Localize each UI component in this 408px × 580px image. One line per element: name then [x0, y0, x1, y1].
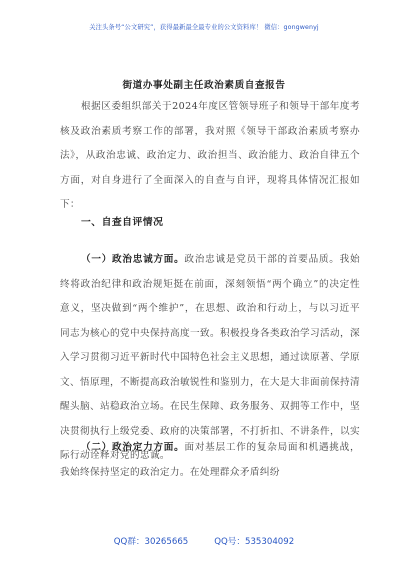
- document-title: 街道办事处副主任政治素质自查报告: [122, 80, 286, 91]
- footer-qq-number: QQ号：535304092: [214, 537, 295, 547]
- subsection-body-political-loyalty: 政治忠诚是党员干部的首要品质。我始终将政治纪律和政治规矩挺在前面，深刻领悟“两个确立”的决定性意义，坚决做到“两个维护”，在思想、政治和行动上，与以习近平同志为核心的党中央保持高度一致。积极投身各类政治学习活动，深入学习贯彻习近平新时代中国特色社会主义思想，通过读原著、学原文、悟原理，不断提高政治敏锐性和鉴别力，在大是大非面前保持清醒头脑、站稳政治立场。在民生保障、政务服务、双拥等工作中，坚决贯彻执行上级党委、政府的决策部署，不打折扣、不讲条件，以实际行动诠释对党的忠诚。: [60, 254, 360, 461]
- subsection-body-political-resolve: 面对基层工作的复杂局面和机遇挑战，我始终保持坚定的政治定力。在处理群众矛盾纠纷: [60, 442, 360, 478]
- section-heading-self-review: 一、自查自评情况: [81, 217, 164, 228]
- subsection-heading-political-resolve: （二）政治定力方面。: [81, 442, 185, 453]
- intro-paragraph: 根据区委组织部关于2024年度区管领导班子和领导干部年度考核及政治素质考察工作的部署，我对照《领导干部政治素质考察办法》，从政治忠诚、政治定力、政治担当、政治能力、政治自律五个方面，对自身进行了全面深入的自查与自评，现将具体情况汇报如下：: [60, 101, 360, 210]
- footer-contact: [0, 535, 408, 547]
- header-banner: 关注头条号“公文研究”，获得最新最全最专业的公文资料库！ 微信：gongwenyj: [89, 24, 319, 31]
- subsection-political-resolve: [60, 436, 360, 485]
- footer-qq-group: QQ群：30265665: [113, 537, 189, 547]
- subsection-heading-political-loyalty: （一）政治忠诚方面。: [81, 254, 185, 265]
